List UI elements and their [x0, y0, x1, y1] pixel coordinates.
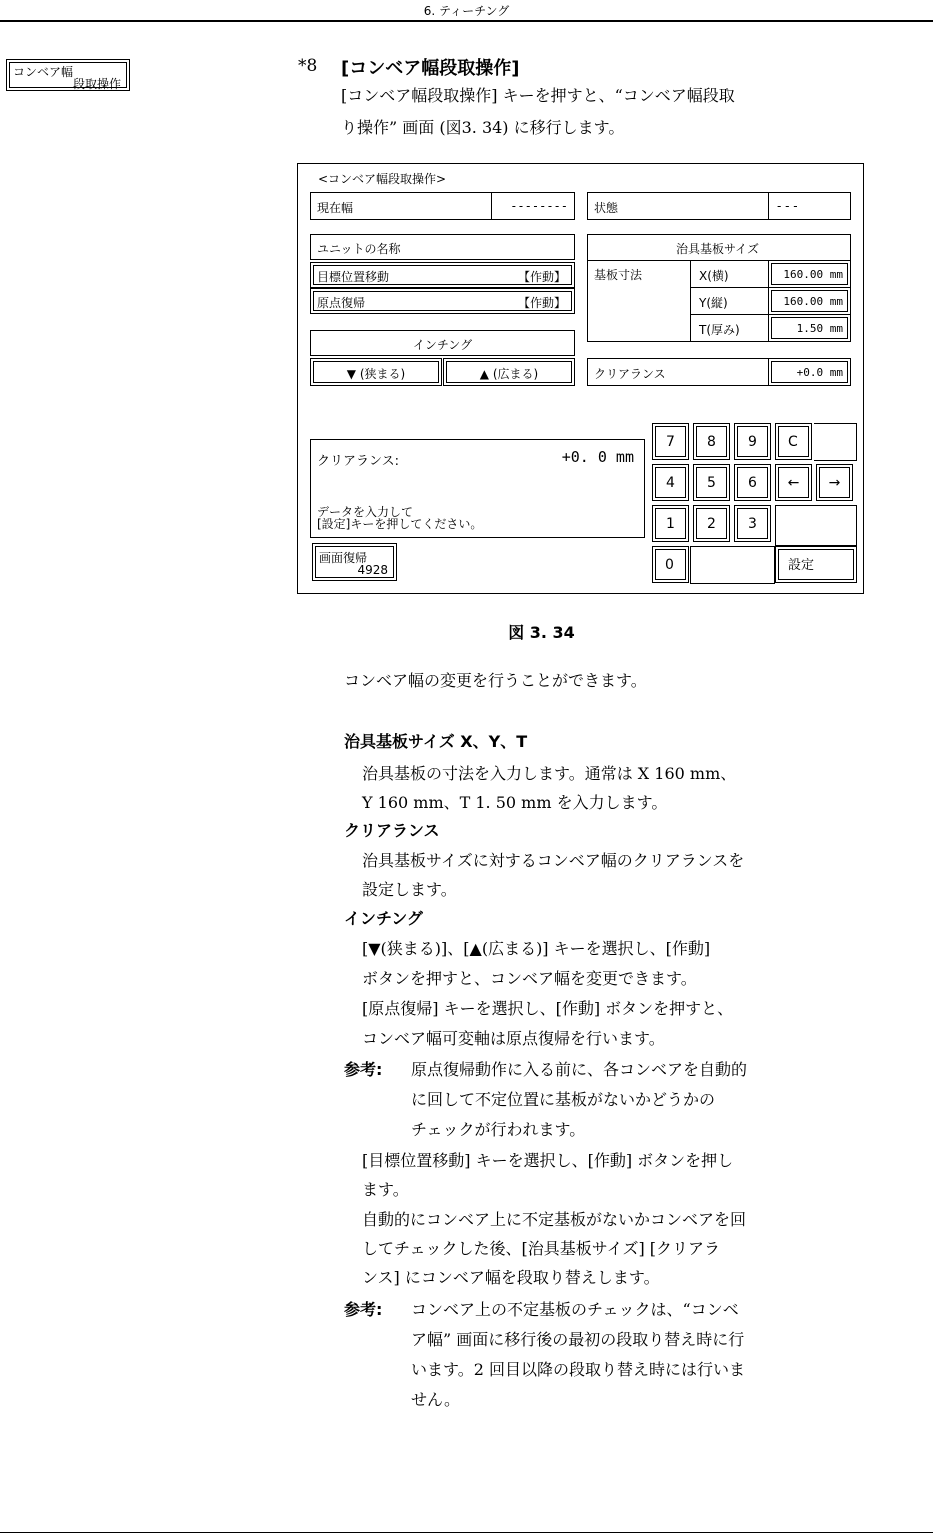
message-line-2: [設定]キーを押してください。	[317, 517, 483, 531]
figure-caption: 図 3. 34	[508, 623, 575, 642]
keypad-clear[interactable]: C	[775, 423, 812, 460]
keypad-2[interactable]: 2	[693, 505, 730, 542]
status-value: - - -	[777, 199, 798, 213]
target-line-2: ます。	[362, 1180, 409, 1199]
inching-line-1: [▼(狭まる)]、[▲(広まる)] キーを選択し、[作動]	[362, 939, 711, 958]
heading-inching: インチング	[344, 909, 423, 928]
keypad-9[interactable]: 9	[734, 423, 771, 460]
intro-line-2: り操作” 画面 (図3. 34) に移行します。	[341, 118, 625, 137]
message-line-1: データを入力して	[317, 505, 414, 519]
jig-t-label: T(厚み)	[699, 323, 740, 337]
conveyor-width-screen	[297, 163, 864, 594]
keypad-0[interactable]: 0	[652, 546, 689, 583]
intro-line-1: [コンベア幅段取操作] キーを押すと、“コンベア幅段取	[341, 86, 735, 105]
note-2-label: 参考:	[344, 1300, 383, 1319]
keypad-7[interactable]: 7	[652, 423, 689, 460]
keypad-4[interactable]: 4	[652, 464, 689, 501]
jig-x-label-box	[690, 260, 769, 288]
target-line-3: 自動的にコンベア上に不定基板がないかコンベアを回	[362, 1210, 747, 1229]
clearance-value: +0.0 mm	[796, 366, 843, 379]
jig-x-label: X(横)	[699, 269, 729, 283]
target-move-action: 【作動】	[517, 270, 566, 284]
note-2-line-4: せん。	[411, 1390, 460, 1409]
jig-dim-label: 基板寸法	[594, 268, 643, 282]
status-label-box	[587, 192, 769, 220]
message-clearance-value: +0. 0 mm	[561, 448, 634, 466]
jig-line-1: 治具基板の寸法を入力します。通常は X 160 mm、	[362, 764, 737, 783]
margin-key-conveyor-width	[6, 59, 130, 91]
jig-size-header: 治具基板サイズ	[676, 242, 760, 256]
note-2-line-1: コンベア上の不定基板のチェックは、“コンベ	[411, 1300, 739, 1319]
keypad-set[interactable]: 設定	[775, 546, 857, 583]
keypad-blank-mid	[775, 505, 857, 546]
target-line-5: ンス] にコンベア幅を段取り替えします。	[362, 1268, 660, 1287]
keypad-right-arrow[interactable]: →	[816, 464, 853, 501]
origin-return-key[interactable]	[310, 288, 575, 314]
footer-rule	[0, 1532, 933, 1533]
section-number: *8	[298, 56, 318, 76]
status-label: 状態	[594, 201, 619, 215]
body-paragraph-1: コンベア幅の変更を行うことができます。	[344, 671, 647, 690]
jig-dim-label-box	[587, 260, 691, 342]
current-width-label: 現在幅	[317, 201, 354, 215]
jig-t-label-box	[690, 314, 769, 342]
inching-header-box	[310, 330, 575, 356]
keypad-1[interactable]: 1	[652, 505, 689, 542]
inching-widen-label: ▲ (広まる)	[479, 367, 539, 381]
origin-return-action: 【作動】	[517, 296, 566, 310]
unit-name-header: ユニットの名称	[317, 242, 401, 256]
margin-key-line1: コンベア幅	[13, 65, 74, 79]
keypad-8[interactable]: 8	[693, 423, 730, 460]
jig-t-value: 1.50 mm	[796, 322, 843, 335]
clearance-label: クリアランス	[594, 367, 666, 381]
target-move-label: 目標位置移動	[317, 270, 390, 284]
message-clearance-label: クリアランス:	[317, 454, 399, 469]
jig-x-value: 160.00 mm	[783, 268, 843, 281]
inching-narrow-key[interactable]	[310, 358, 442, 386]
current-width-value-box	[491, 192, 575, 220]
heading-clearance: クリアランス	[344, 821, 440, 840]
target-line-4: してチェックした後、[治具基板サイズ] [クリアラ	[362, 1239, 721, 1258]
jig-line-2: Y 160 mm、T 1. 50 mm を入力します。	[362, 793, 668, 812]
screen-restore-key[interactable]	[312, 543, 397, 581]
current-width-value: --------	[510, 199, 568, 213]
keypad-6[interactable]: 6	[734, 464, 771, 501]
inching-line-3: [原点復帰] キーを選択し、[作動] ボタンを押すと、	[362, 999, 734, 1018]
keypad-blank-bottom	[690, 546, 775, 584]
jig-x-value-field[interactable]	[768, 260, 851, 288]
note-1-line-2: に回して不定位置に基板がないかどうかの	[411, 1090, 716, 1109]
jig-y-label-box	[690, 287, 769, 315]
clearance-line-1: 治具基板サイズに対するコンベア幅のクリアランスを	[362, 851, 745, 870]
note-2-line-2: ア幅” 画面に移行後の最初の段取り替え時に行	[411, 1330, 745, 1349]
jig-size-header-box	[587, 234, 851, 261]
screen-title: <コンベア幅段取操作>	[318, 172, 447, 186]
origin-return-label: 原点復帰	[317, 296, 366, 310]
inching-widen-key[interactable]	[443, 358, 575, 386]
note-2-line-3: います。2 回目以降の段取り替え時には行いま	[411, 1360, 745, 1379]
current-width-label-box	[310, 192, 492, 220]
page-header-title: 6. ティーチング	[423, 4, 510, 18]
heading-jig-size: 治具基板サイズ X、Y、T	[344, 732, 528, 751]
screen-restore-code: 4928	[357, 563, 388, 577]
inching-header: インチング	[412, 338, 473, 352]
header-rule	[0, 20, 933, 22]
inching-line-2: ボタンを押すと、コンベア幅を変更できます。	[362, 969, 697, 988]
section-title: [コンベア幅段取操作]	[341, 58, 520, 79]
screen-restore-label: 画面復帰	[319, 551, 368, 565]
note-1-line-1: 原点復帰動作に入る前に、各コンベアを自動的	[411, 1060, 748, 1079]
clearance-value-field[interactable]	[768, 358, 851, 386]
clearance-label-box	[587, 358, 769, 386]
inching-narrow-label: ▼ (狭まる)	[346, 367, 406, 381]
message-box	[310, 439, 645, 538]
jig-y-value-field[interactable]	[768, 287, 851, 315]
unit-name-header-box	[310, 234, 575, 260]
keypad-3[interactable]: 3	[734, 505, 771, 542]
jig-y-value: 160.00 mm	[783, 295, 843, 308]
keypad-5[interactable]: 5	[693, 464, 730, 501]
clearance-line-2: 設定します。	[362, 880, 457, 899]
note-1-line-3: チェックが行われます。	[411, 1120, 586, 1139]
inching-line-4: コンベア幅可変軸は原点復帰を行います。	[362, 1029, 665, 1048]
status-value-box	[768, 192, 851, 220]
jig-y-label: Y(縦)	[699, 296, 728, 310]
target-line-1: [目標位置移動] キーを選択し、[作動] ボタンを押し	[362, 1151, 734, 1170]
margin-key-line2: 段取操作	[72, 77, 121, 91]
target-move-key[interactable]	[310, 262, 575, 288]
note-1-label: 参考:	[344, 1060, 383, 1079]
jig-t-value-field[interactable]	[768, 314, 851, 342]
keypad-blank-top	[814, 423, 857, 461]
keypad-left-arrow[interactable]: ←	[775, 464, 812, 501]
